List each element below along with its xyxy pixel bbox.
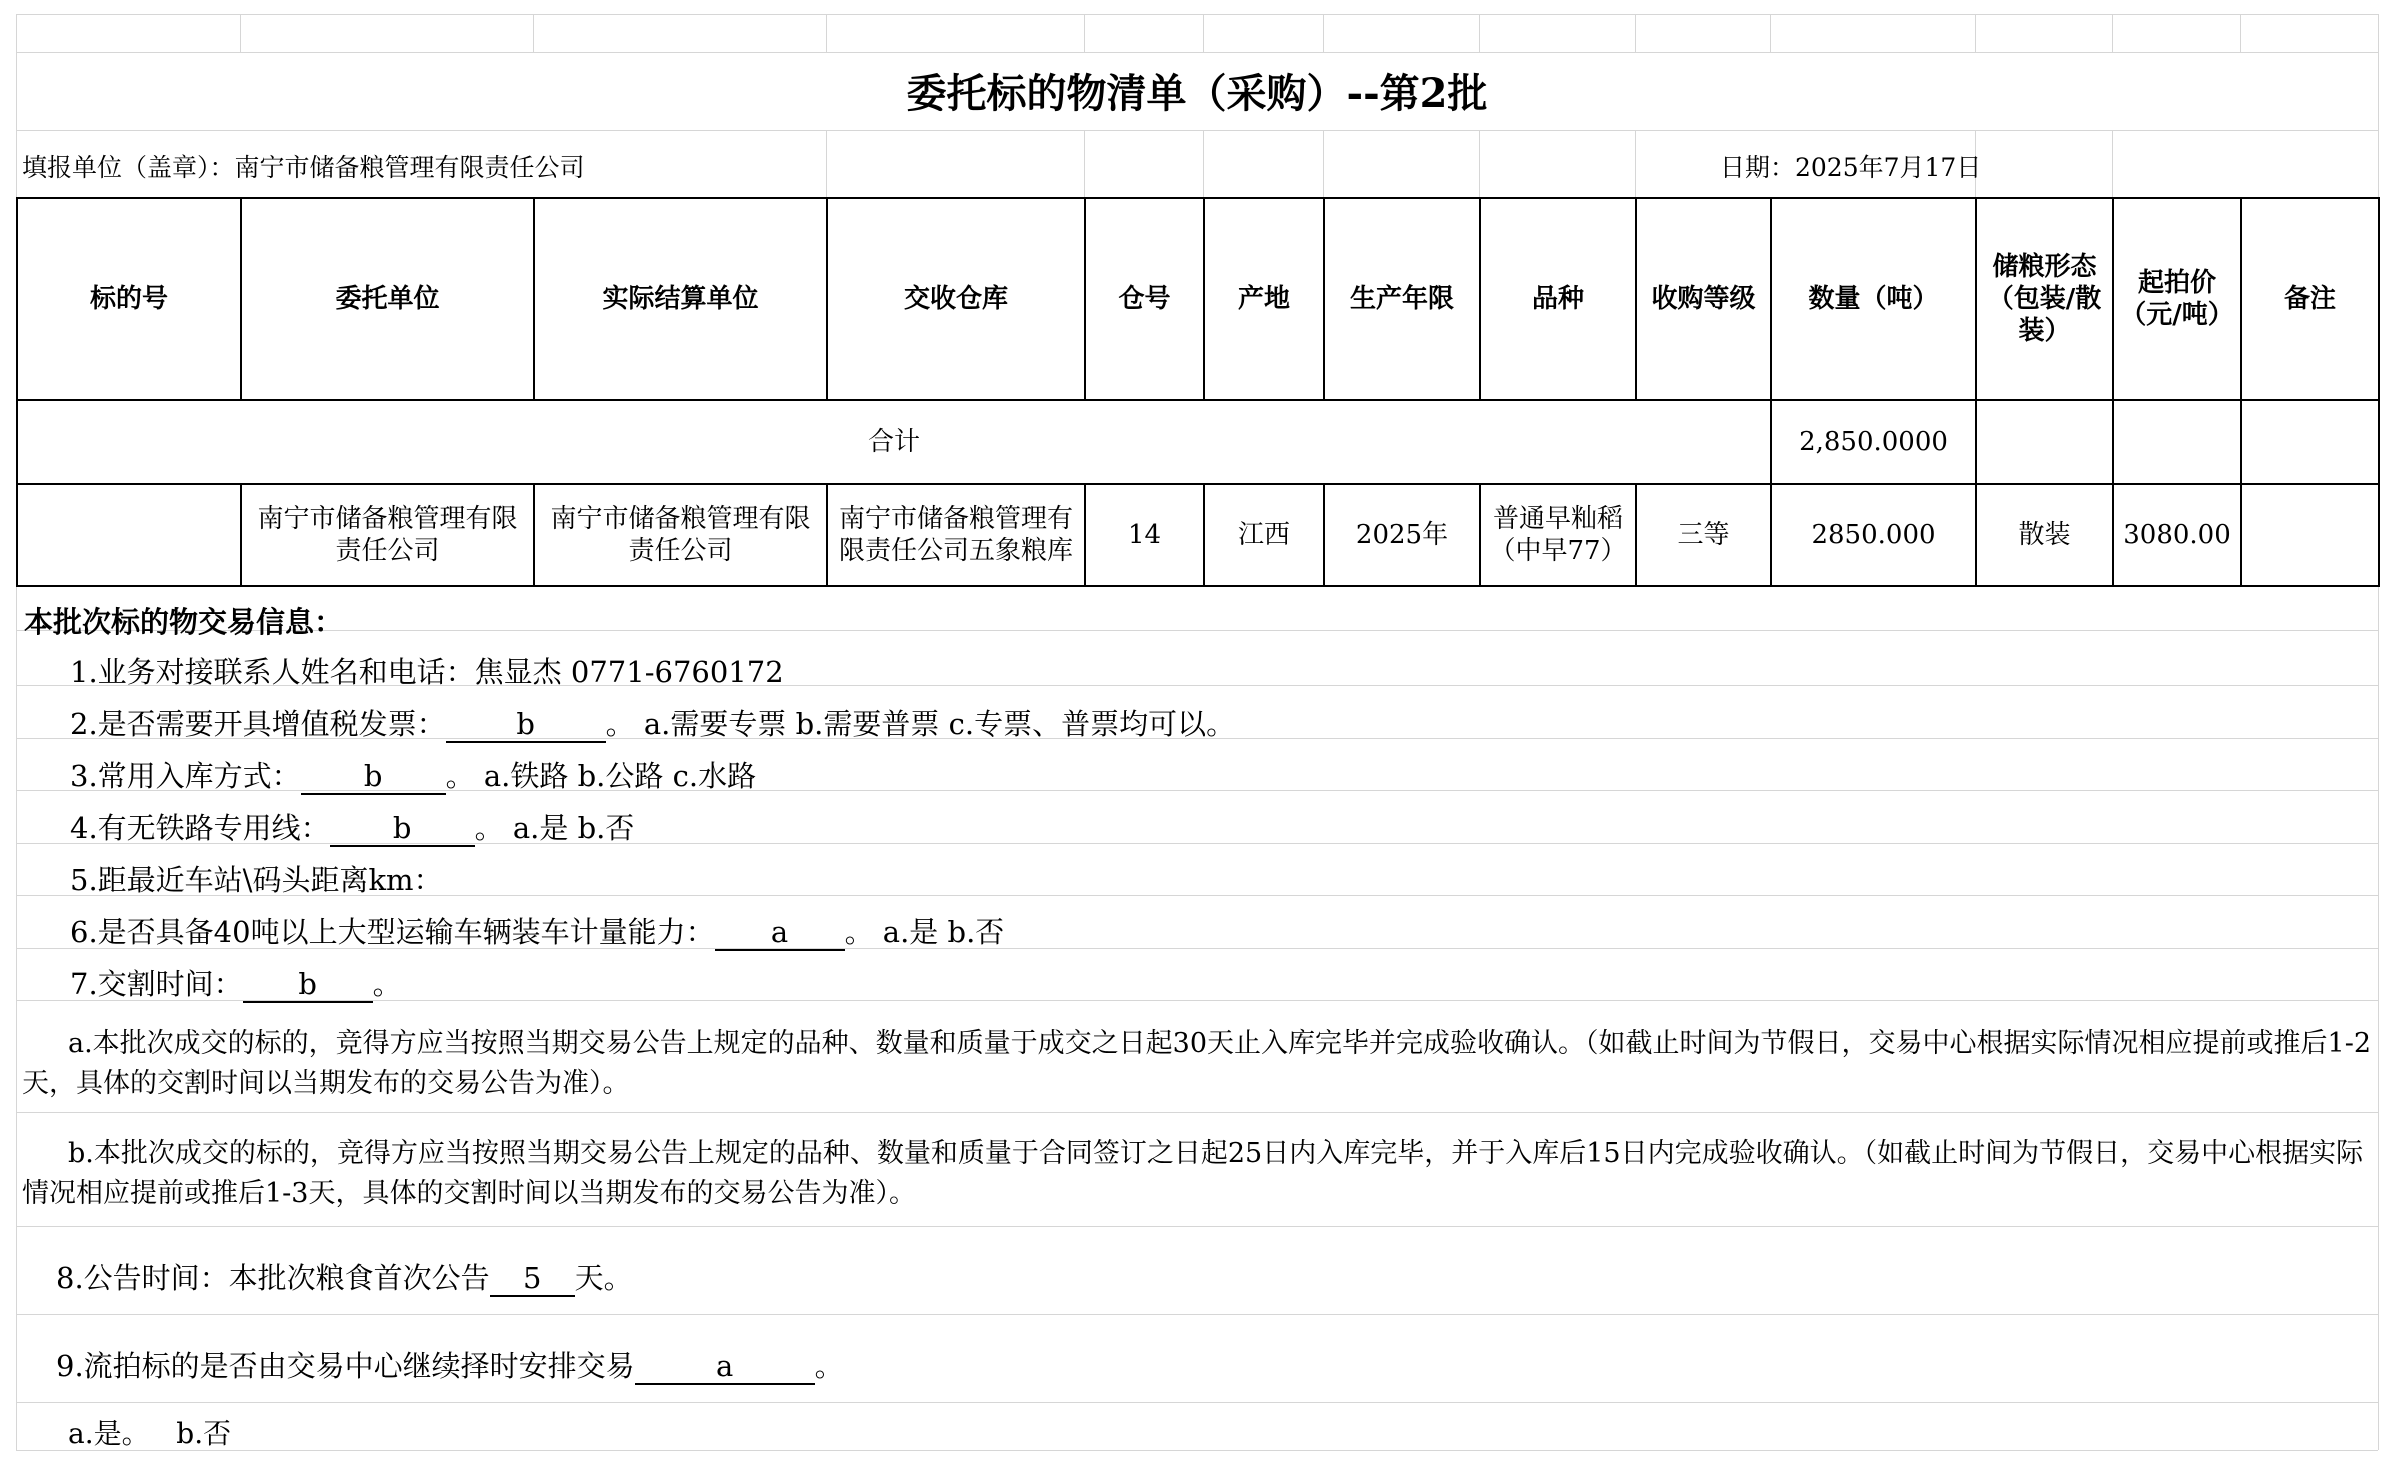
q6-label: 6.是否具备40吨以上大型运输车辆装车计量能力： — [70, 915, 715, 949]
q3-answer: b — [301, 759, 446, 795]
delivery-option-b: b.本批次成交的标的，竞得方应当按照当期交易公告上规定的品种、数量和质量于合同签订之日起25日内入库完毕，并于入库后15日内完成验收确认。（如截止时间为节假日，交易中心根据实际情况相应提前或推后1-3天，具体的交割时间以当期发布的交易公告为准）。 — [22, 1138, 2364, 1209]
q3-options: 。 a.铁路 b.公路 c.水路 — [445, 759, 757, 793]
q3-inbound-method — [70, 754, 756, 795]
header-remark: 备注 — [2241, 198, 2379, 400]
q7-suffix: 。 — [372, 967, 402, 1001]
q6-options: 。 a.是 b.否 — [844, 915, 1005, 949]
q8-label: 8.公告时间：本批次粮食首次公告 — [56, 1261, 490, 1295]
header-storage-form: 储粮形态（包装/散装） — [1976, 198, 2113, 400]
delivery-option-a: a.本批次成交的标的，竞得方应当按照当期交易公告上规定的品种、数量和质量于成交之日起30天止入库完毕并完成验收确认。（如截止时间为节假日，交易中心根据实际情况相应提前或推后1-2天，具体的交割时间以当期发布的交易公告为准）。 — [22, 1028, 2372, 1099]
cell-storage-form: 散装 — [1976, 484, 2113, 586]
fill-unit: 填报单位（盖章）：南宁市储备粮管理有限责任公司 — [22, 153, 585, 182]
cell-start-price: 3080.00 — [2113, 484, 2241, 586]
q9-options: a.是。 b.否 — [68, 1417, 232, 1450]
total-row — [17, 400, 2379, 484]
q2-label: 2.是否需要开具增值税发票： — [70, 707, 446, 741]
q4-options: 。 a.是 b.否 — [474, 811, 635, 845]
q6-answer: a — [715, 915, 845, 951]
header-start-price: 起拍价（元/吨） — [2113, 198, 2241, 400]
header-bin-no: 仓号 — [1085, 198, 1204, 400]
q4-answer: b — [330, 811, 475, 847]
header-year: 生产年限 — [1324, 198, 1480, 400]
q9-suffix: 。 — [814, 1349, 844, 1383]
cell-year: 2025年 — [1324, 484, 1480, 586]
header-settlement-unit: 实际结算单位 — [534, 198, 827, 400]
cell-lot-no — [17, 484, 241, 586]
q2-answer: b — [446, 707, 606, 743]
q3-label: 3.常用入库方式： — [70, 759, 301, 793]
q4-railway-line — [70, 806, 634, 847]
header-grade: 收购等级 — [1636, 198, 1771, 400]
cell-grade: 三等 — [1636, 484, 1771, 586]
total-label: 合计 — [17, 400, 1771, 484]
table-row — [17, 484, 2379, 586]
cell-origin: 江西 — [1204, 484, 1324, 586]
q7-label: 7.交割时间： — [70, 967, 243, 1001]
header-warehouse: 交收仓库 — [827, 198, 1085, 400]
q7-delivery-time — [70, 962, 402, 1003]
cell-variety: 普通早籼稻（中早77） — [1480, 484, 1636, 586]
lot-table — [16, 197, 2380, 587]
q1-contact: 1.业务对接联系人姓名和电话：焦显杰 0771-6760172 — [70, 655, 784, 689]
total-empty-cell — [2113, 400, 2241, 484]
q8-answer: 5 — [490, 1261, 575, 1297]
q5-distance: 5.距最近车站\码头距离km： — [70, 863, 443, 897]
header-consignor: 委托单位 — [241, 198, 534, 400]
q8-suffix: 天。 — [574, 1261, 633, 1295]
total-quantity: 2,850.0000 — [1771, 400, 1976, 484]
q7-answer: b — [243, 967, 373, 1003]
fill-date: 日期：2025年7月17日 — [1720, 153, 1982, 182]
header-lot-no: 标的号 — [17, 198, 241, 400]
q9-relisting — [56, 1344, 844, 1385]
q8-announcement — [56, 1256, 633, 1297]
cell-remark — [2241, 484, 2379, 586]
q9-label: 9.流拍标的是否由交易中心继续择时安排交易 — [56, 1349, 635, 1383]
section-title: 本批次标的物交易信息： — [24, 605, 344, 639]
total-empty-cell — [2241, 400, 2379, 484]
cell-consignor: 南宁市储备粮管理有限责任公司 — [241, 484, 534, 586]
header-variety: 品种 — [1480, 198, 1636, 400]
header-quantity: 数量（吨） — [1771, 198, 1976, 400]
cell-bin-no: 14 — [1085, 484, 1204, 586]
table-header-row — [17, 198, 2379, 400]
total-empty-cell — [1976, 400, 2113, 484]
cell-warehouse: 南宁市储备粮管理有限责任公司五象粮库 — [827, 484, 1085, 586]
cell-settlement-unit: 南宁市储备粮管理有限责任公司 — [534, 484, 827, 586]
header-origin: 产地 — [1204, 198, 1324, 400]
q9-answer: a — [635, 1349, 815, 1385]
q2-options: 。 a.需要专票 b.需要普票 c.专票、普票均可以。 — [605, 707, 1236, 741]
q6-loading-capacity — [70, 910, 1004, 951]
cell-quantity: 2850.000 — [1771, 484, 1976, 586]
document-title: 委托标的物清单（采购）--第2批 — [906, 70, 1488, 117]
q2-invoice — [70, 702, 1235, 743]
q4-label: 4.有无铁路专用线： — [70, 811, 330, 845]
